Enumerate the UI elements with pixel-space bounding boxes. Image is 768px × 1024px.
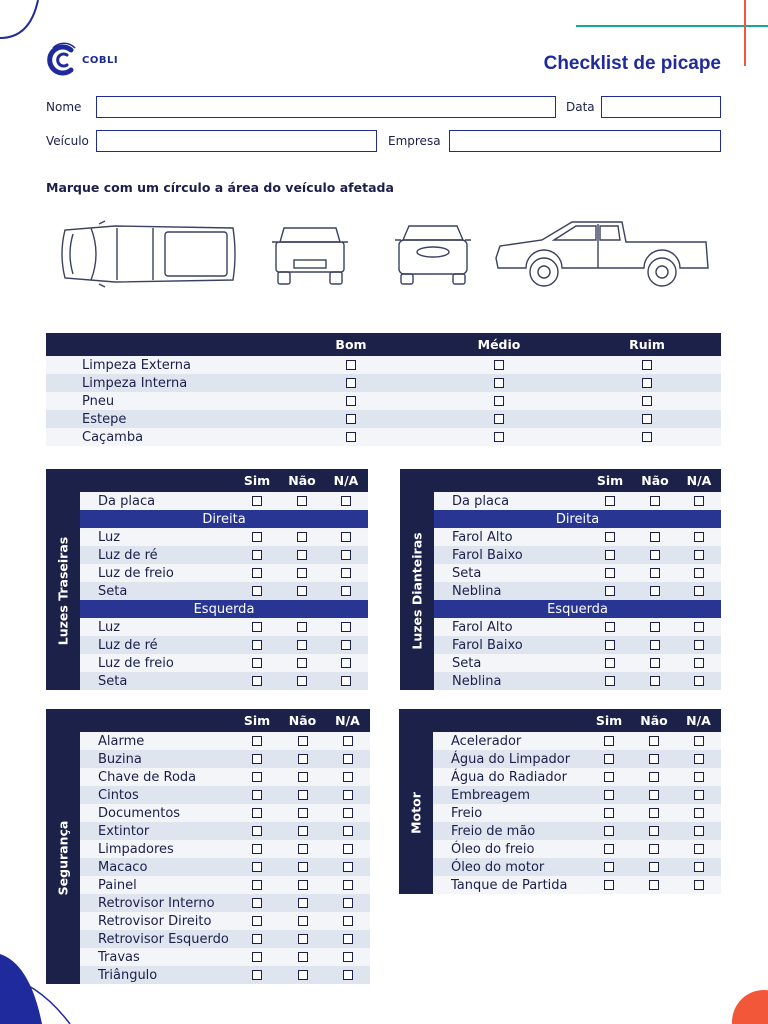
checkbox[interactable]	[694, 880, 704, 890]
checkbox[interactable]	[694, 532, 704, 542]
pickup-front-view-icon[interactable]	[393, 220, 473, 288]
checkbox[interactable]	[494, 414, 504, 424]
row-label: Macaco	[80, 858, 234, 876]
checkbox[interactable]	[252, 496, 262, 506]
label-header-blank	[434, 469, 587, 492]
checkbox[interactable]	[605, 532, 615, 542]
label-header-blank	[433, 709, 586, 732]
checkbox[interactable]	[343, 754, 353, 764]
luzes-dianteiras-side-label: Luzes Dianteiras	[400, 492, 434, 690]
checkbox[interactable]	[298, 934, 308, 944]
row-label: Da placa	[80, 492, 234, 510]
checkbox[interactable]	[604, 754, 614, 764]
checkbox[interactable]	[494, 396, 504, 406]
checkbox[interactable]	[341, 586, 351, 596]
table-row	[46, 912, 370, 930]
row-label: Luz	[80, 618, 234, 636]
header-nao: Não	[280, 469, 324, 492]
checkbox[interactable]	[649, 862, 659, 872]
veiculo-field[interactable]	[96, 130, 377, 152]
checkbox[interactable]	[605, 622, 615, 632]
checkbox[interactable]	[694, 622, 704, 632]
checkbox[interactable]	[298, 898, 308, 908]
table-row	[46, 546, 368, 564]
table-row	[399, 840, 721, 858]
row-label: Retrovisor Direito	[80, 912, 234, 930]
table-row	[399, 750, 721, 768]
checkbox[interactable]	[252, 640, 262, 650]
table-row	[46, 374, 721, 392]
condition-table-header	[46, 333, 721, 356]
row-label: Painel	[80, 876, 234, 894]
checkbox[interactable]	[252, 916, 262, 926]
table-row	[46, 654, 368, 672]
row-label: Alarme	[80, 732, 234, 750]
checkbox[interactable]	[252, 568, 262, 578]
table-row	[46, 894, 370, 912]
section-header-direita: Direita	[400, 510, 721, 528]
checkbox[interactable]	[297, 532, 307, 542]
table-row	[399, 858, 721, 876]
header-nao: Não	[633, 469, 677, 492]
header-sim: Sim	[587, 469, 633, 492]
checkbox[interactable]	[343, 808, 353, 818]
table-row	[46, 618, 368, 636]
table-row	[46, 822, 370, 840]
table-row	[400, 618, 721, 636]
motor-table	[399, 709, 721, 894]
checkbox[interactable]	[343, 952, 353, 962]
header-na: N/A	[325, 709, 370, 732]
checkbox[interactable]	[343, 826, 353, 836]
header-nao: Não	[632, 709, 676, 732]
checkbox[interactable]	[252, 736, 262, 746]
veiculo-label: Veículo	[46, 134, 89, 148]
row-label: Caçamba	[46, 428, 277, 446]
checkbox[interactable]	[650, 550, 660, 560]
checkbox[interactable]	[694, 808, 704, 818]
header-sim: Sim	[234, 709, 280, 732]
checkbox[interactable]	[694, 658, 704, 668]
checkbox[interactable]	[694, 754, 704, 764]
row-label: Triângulo	[80, 966, 234, 984]
table-row	[399, 732, 721, 750]
checkbox[interactable]	[694, 568, 704, 578]
empresa-field[interactable]	[449, 130, 721, 152]
table-row	[399, 786, 721, 804]
table-row	[46, 392, 721, 410]
checkbox[interactable]	[297, 586, 307, 596]
label-header-blank	[80, 469, 234, 492]
cobli-logo-text: COBLI	[82, 54, 119, 66]
checkbox[interactable]	[649, 736, 659, 746]
checkbox[interactable]	[642, 414, 652, 424]
checkbox[interactable]	[694, 640, 704, 650]
checkbox[interactable]	[298, 862, 308, 872]
row-label: Luz de freio	[80, 564, 234, 582]
luzes-dianteiras-header	[400, 469, 721, 492]
checkbox[interactable]	[252, 754, 262, 764]
seguranca-table	[46, 709, 370, 984]
header-ruim: Ruim	[573, 333, 721, 356]
row-label: Limpadores	[80, 840, 234, 858]
row-label: Acelerador	[433, 732, 586, 750]
checkbox[interactable]	[346, 432, 356, 442]
checkbox[interactable]	[494, 378, 504, 388]
checkbox[interactable]	[605, 586, 615, 596]
table-row	[46, 672, 368, 690]
checkbox[interactable]	[341, 532, 351, 542]
table-row	[46, 966, 370, 984]
checkbox[interactable]	[298, 808, 308, 818]
checkbox[interactable]	[650, 568, 660, 578]
checkbox[interactable]	[346, 360, 356, 370]
row-label: Seta	[80, 582, 234, 600]
checkbox[interactable]	[343, 736, 353, 746]
row-label: Farol Alto	[434, 528, 587, 546]
bottom-right-circle-decoration	[730, 988, 768, 1024]
header-bom: Bom	[277, 333, 425, 356]
checkbox[interactable]	[694, 676, 704, 686]
table-row	[46, 636, 368, 654]
checkbox[interactable]	[642, 378, 652, 388]
header-nao: Não	[280, 709, 325, 732]
row-label: Neblina	[434, 582, 587, 600]
checkbox[interactable]	[650, 622, 660, 632]
table-row	[400, 636, 721, 654]
table-row	[46, 732, 370, 750]
checkbox[interactable]	[341, 622, 351, 632]
table-row	[46, 858, 370, 876]
row-label: Extintor	[80, 822, 234, 840]
row-label: Pneu	[46, 392, 277, 410]
checkbox[interactable]	[252, 844, 262, 854]
luzes-dianteiras-table	[400, 469, 721, 690]
checkbox[interactable]	[605, 496, 615, 506]
row-label: Retrovisor Interno	[80, 894, 234, 912]
checkbox[interactable]	[642, 396, 652, 406]
instruction-text: Marque com um círculo a área do veículo afetada	[46, 180, 394, 195]
cobli-logo	[45, 42, 118, 78]
row-label: Limpeza Interna	[46, 374, 277, 392]
checkbox[interactable]	[252, 772, 262, 782]
checkbox[interactable]	[605, 658, 615, 668]
table-row	[46, 768, 370, 786]
row-label: Água do Radiador	[433, 768, 586, 786]
checkbox[interactable]	[343, 934, 353, 944]
checkbox[interactable]	[604, 808, 614, 818]
section-header-direita: Direita	[46, 510, 368, 528]
table-row	[46, 840, 370, 858]
checkbox[interactable]	[298, 754, 308, 764]
checkbox[interactable]	[649, 844, 659, 854]
checkbox[interactable]	[252, 622, 262, 632]
checkbox[interactable]	[604, 880, 614, 890]
header-medio: Médio	[425, 333, 573, 356]
seguranca-side-label: Segurança	[46, 732, 80, 984]
row-label: Cintos	[80, 786, 234, 804]
luzes-traseiras-side-label: Luzes Traseiras	[46, 492, 80, 690]
side-header-blank	[399, 709, 433, 732]
row-label: Óleo do freio	[433, 840, 586, 858]
table-row	[400, 672, 721, 690]
row-label: Limpeza Externa	[46, 356, 277, 374]
checkbox[interactable]	[694, 772, 704, 782]
checkbox[interactable]	[694, 736, 704, 746]
checkbox[interactable]	[298, 736, 308, 746]
label-header-blank	[80, 709, 234, 732]
checkbox[interactable]	[343, 844, 353, 854]
checkbox[interactable]	[297, 496, 307, 506]
data-label: Data	[566, 100, 595, 114]
table-row	[400, 546, 721, 564]
table-row	[400, 582, 721, 600]
row-label: Luz de freio	[80, 654, 234, 672]
checkbox[interactable]	[297, 640, 307, 650]
checkbox[interactable]	[694, 862, 704, 872]
luzes-traseiras-header	[46, 469, 368, 492]
side-header-blank	[46, 469, 80, 492]
checkbox[interactable]	[298, 970, 308, 980]
row-label: Embreagem	[433, 786, 586, 804]
row-label: Neblina	[434, 672, 587, 690]
header-na: N/A	[676, 709, 721, 732]
row-label: Farol Baixo	[434, 546, 587, 564]
checkbox[interactable]	[252, 790, 262, 800]
header-sim: Sim	[234, 469, 280, 492]
motor-header	[399, 709, 721, 732]
nome-field[interactable]	[96, 96, 556, 118]
checkbox[interactable]	[694, 790, 704, 800]
checkbox[interactable]	[642, 432, 652, 442]
table-row	[46, 492, 368, 510]
checkbox[interactable]	[298, 916, 308, 926]
checkbox[interactable]	[650, 676, 660, 686]
table-row	[46, 356, 721, 374]
table-row	[400, 564, 721, 582]
checkbox[interactable]	[694, 496, 704, 506]
nome-label: Nome	[46, 100, 82, 114]
row-label: Seta	[434, 654, 587, 672]
checkbox[interactable]	[343, 880, 353, 890]
checkbox[interactable]	[252, 934, 262, 944]
top-left-arc-decoration	[0, 0, 45, 45]
row-label: Luz de ré	[80, 546, 234, 564]
table-row	[46, 750, 370, 768]
checkbox[interactable]	[605, 550, 615, 560]
header-na: N/A	[324, 469, 368, 492]
checkbox[interactable]	[343, 790, 353, 800]
table-row	[399, 822, 721, 840]
table-row	[46, 804, 370, 822]
checkbox[interactable]	[604, 772, 614, 782]
row-label: Documentos	[80, 804, 234, 822]
row-label: Luz de ré	[80, 636, 234, 654]
checkbox[interactable]	[694, 586, 704, 596]
checkbox[interactable]	[297, 658, 307, 668]
checkbox[interactable]	[642, 360, 652, 370]
checkbox[interactable]	[494, 360, 504, 370]
checkbox[interactable]	[694, 826, 704, 836]
checkbox[interactable]	[343, 970, 353, 980]
checkbox[interactable]	[298, 790, 308, 800]
checkbox[interactable]	[604, 826, 614, 836]
header-blank-cell	[46, 333, 277, 356]
checkbox[interactable]	[298, 844, 308, 854]
pickup-rear-view-icon[interactable]	[270, 220, 350, 288]
data-field[interactable]	[601, 96, 721, 118]
table-row	[46, 410, 721, 428]
checkbox[interactable]	[252, 550, 262, 560]
checkbox[interactable]	[650, 532, 660, 542]
checkbox[interactable]	[298, 952, 308, 962]
checkbox[interactable]	[605, 676, 615, 686]
checkbox[interactable]	[649, 754, 659, 764]
pickup-side-view-icon[interactable]	[492, 216, 712, 290]
checkbox[interactable]	[649, 880, 659, 890]
row-label: Retrovisor Esquerdo	[80, 930, 234, 948]
table-row	[46, 948, 370, 966]
row-label: Água do Limpador	[433, 750, 586, 768]
table-row	[46, 930, 370, 948]
table-row	[400, 492, 721, 510]
checkbox[interactable]	[298, 772, 308, 782]
condition-table	[46, 333, 721, 446]
checkbox[interactable]	[694, 844, 704, 854]
row-label: Tanque de Partida	[433, 876, 586, 894]
checkbox[interactable]	[341, 496, 351, 506]
checkbox[interactable]	[341, 550, 351, 560]
checkbox[interactable]	[341, 658, 351, 668]
row-label: Travas	[80, 948, 234, 966]
checkbox[interactable]	[650, 658, 660, 668]
luzes-traseiras-table	[46, 469, 368, 690]
row-label: Freio	[433, 804, 586, 822]
row-label: Freio de mão	[433, 822, 586, 840]
section-header-esquerda: Esquerda	[400, 600, 721, 618]
checkbox[interactable]	[297, 568, 307, 578]
checkbox[interactable]	[604, 790, 614, 800]
empresa-label: Empresa	[388, 134, 441, 148]
row-label: Seta	[80, 672, 234, 690]
checkbox[interactable]	[343, 772, 353, 782]
checkbox[interactable]	[649, 772, 659, 782]
checkbox[interactable]	[341, 640, 351, 650]
row-label: Chave de Roda	[80, 768, 234, 786]
row-label: Estepe	[46, 410, 277, 428]
checkbox[interactable]	[650, 496, 660, 506]
checkbox[interactable]	[297, 676, 307, 686]
checkbox[interactable]	[605, 640, 615, 650]
checkbox[interactable]	[604, 862, 614, 872]
cobli-logo-icon	[45, 42, 79, 78]
header-na: N/A	[677, 469, 721, 492]
checkbox[interactable]	[252, 676, 262, 686]
row-label: Luz	[80, 528, 234, 546]
row-label: Seta	[434, 564, 587, 582]
checkbox[interactable]	[252, 586, 262, 596]
row-label: Farol Alto	[434, 618, 587, 636]
checkbox[interactable]	[343, 916, 353, 926]
table-row	[399, 804, 721, 822]
checkbox[interactable]	[604, 736, 614, 746]
checkbox[interactable]	[346, 378, 356, 388]
side-header-blank	[400, 469, 434, 492]
side-header-blank	[46, 709, 80, 732]
checkbox[interactable]	[650, 640, 660, 650]
checkbox[interactable]	[649, 790, 659, 800]
table-row	[46, 528, 368, 546]
checkbox[interactable]	[346, 396, 356, 406]
checkbox[interactable]	[252, 658, 262, 668]
checkbox[interactable]	[343, 862, 353, 872]
checkbox[interactable]	[252, 880, 262, 890]
checkbox[interactable]	[252, 952, 262, 962]
checkbox[interactable]	[252, 970, 262, 980]
table-row	[399, 876, 721, 894]
checkbox[interactable]	[649, 826, 659, 836]
checkbox[interactable]	[252, 808, 262, 818]
checkbox[interactable]	[297, 550, 307, 560]
checkbox[interactable]	[343, 898, 353, 908]
checkbox[interactable]	[298, 826, 308, 836]
checkbox[interactable]	[298, 880, 308, 890]
row-label: Da placa	[434, 492, 587, 510]
checkbox[interactable]	[346, 414, 356, 424]
checkbox[interactable]	[252, 532, 262, 542]
row-label: Buzina	[80, 750, 234, 768]
checkbox[interactable]	[494, 432, 504, 442]
checkbox[interactable]	[252, 898, 262, 908]
checkbox[interactable]	[297, 622, 307, 632]
table-row	[46, 564, 368, 582]
table-row	[46, 786, 370, 804]
motor-side-label: Motor	[399, 732, 433, 894]
checkbox[interactable]	[341, 568, 351, 578]
table-row	[46, 876, 370, 894]
table-row	[46, 582, 368, 600]
section-header-esquerda: Esquerda	[46, 600, 368, 618]
checkbox[interactable]	[649, 808, 659, 818]
header-sim: Sim	[586, 709, 632, 732]
checkbox[interactable]	[605, 568, 615, 578]
checkbox[interactable]	[650, 586, 660, 596]
pickup-top-view-icon[interactable]	[55, 218, 239, 290]
table-row	[400, 528, 721, 546]
checkbox[interactable]	[341, 676, 351, 686]
checkbox[interactable]	[604, 844, 614, 854]
table-row	[399, 768, 721, 786]
checkbox[interactable]	[694, 550, 704, 560]
seguranca-header	[46, 709, 370, 732]
checkbox[interactable]	[252, 862, 262, 872]
checkbox[interactable]	[252, 826, 262, 836]
row-label: Óleo do motor	[433, 858, 586, 876]
row-label: Farol Baixo	[434, 636, 587, 654]
page-title: Checklist de picape	[543, 53, 721, 74]
table-row	[400, 654, 721, 672]
table-row	[46, 428, 721, 446]
